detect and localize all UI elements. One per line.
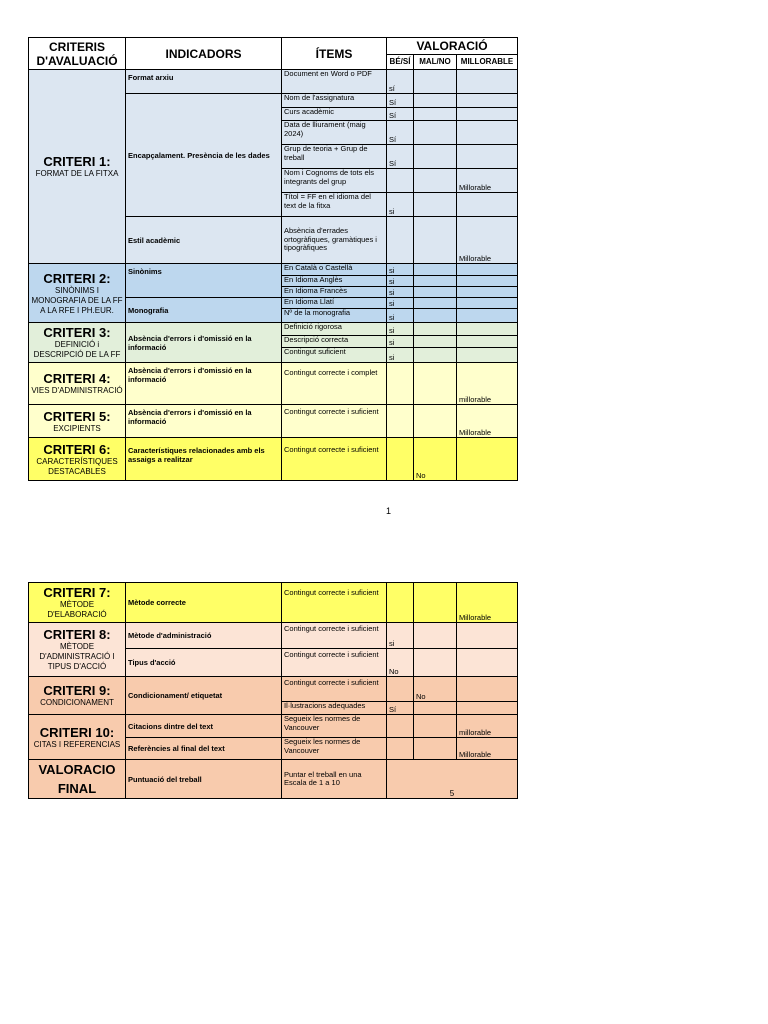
criteri-8-title: CRITERI 8: (43, 627, 111, 642)
be-cell (387, 715, 414, 738)
millorable-cell (457, 264, 518, 276)
mal-cell (414, 715, 457, 738)
indicator-referencies: Referències al final del text (126, 738, 282, 760)
mal-cell (414, 323, 457, 336)
be-cell: sí (387, 70, 414, 94)
criteri-10-cell (29, 715, 126, 760)
be-cell: No (387, 649, 414, 677)
criteri-8-cell (29, 623, 126, 677)
indicator-encapcalament: Encapçalament. Presència de les dades (126, 94, 282, 217)
header-items: ÍTEMS (282, 38, 387, 70)
criteri-7-subtitle: MÈTODE D'ELABORACIÓ (47, 600, 107, 619)
mal-cell (414, 702, 457, 715)
final-score-value: 5 (387, 760, 518, 799)
millorable-cell (457, 348, 518, 363)
item-cell: Grup de teoria + Grup de treball (282, 145, 387, 169)
mal-cell (414, 336, 457, 348)
item-cell: Contingut correcte i suficient (282, 649, 387, 677)
item-cell: Curs acadèmic (282, 108, 387, 121)
indicator-monografia: Monografia (126, 298, 282, 323)
criteri-3-cell (29, 323, 126, 363)
millorable-cell (457, 70, 518, 94)
be-cell: si (387, 264, 414, 276)
indicator-metode-administracio: Mètode d'administració (126, 623, 282, 649)
be-cell (387, 363, 414, 405)
indicator-tipus-accio: Tipus d'acció (126, 649, 282, 677)
millorable-cell: millorable (457, 363, 518, 405)
indicator-condicionament: Condicionament/ etiquetat (126, 677, 282, 715)
item-cell: Contingut correcte i suficient (282, 405, 387, 438)
millorable-cell (457, 336, 518, 348)
page-number: 1 (386, 506, 392, 516)
criteri-9-title: CRITERI 9: (43, 683, 111, 698)
millorable-cell: Millorable (457, 405, 518, 438)
millorable-cell (457, 193, 518, 217)
be-cell: si (387, 193, 414, 217)
millorable-cell: millorable (457, 715, 518, 738)
mal-cell: No (414, 438, 457, 481)
item-cell: Nº de la monografia (282, 309, 387, 323)
mal-cell (414, 738, 457, 760)
mal-cell (414, 649, 457, 677)
mal-cell (414, 298, 457, 309)
item-cell: En Idioma Llatí (282, 298, 387, 309)
criteri-6-cell (29, 438, 126, 481)
be-cell (387, 217, 414, 264)
millorable-cell (457, 94, 518, 108)
criteri-2-cell (29, 264, 126, 323)
be-cell (387, 583, 414, 623)
item-cell: En Idioma Anglès (282, 276, 387, 287)
header-criteris: CRITERIS D'AVALUACIÓ (29, 38, 126, 70)
item-cell: Contingut correcte i suficient (282, 623, 387, 649)
be-cell: si (387, 323, 414, 336)
mal-cell (414, 363, 457, 405)
header-mal: MAL/NO (414, 55, 457, 70)
millorable-cell (457, 677, 518, 702)
criteri-9-subtitle: CONDICIONAMENT (40, 698, 114, 707)
millorable-cell (457, 623, 518, 649)
millorable-cell (457, 108, 518, 121)
mal-cell (414, 94, 457, 108)
criteri-10-title: CRITERI 10: (39, 724, 115, 740)
item-cell: Data de lliurament (maig 2024) (282, 121, 387, 145)
mal-cell (414, 121, 457, 145)
indicator-absencia-errors: Absència d'errors i d'omissió en la informació (126, 405, 282, 438)
mal-cell (414, 217, 457, 264)
be-cell: si (387, 348, 414, 363)
be-cell: Sí (387, 145, 414, 169)
indicator-caracteristiques: Característiques relacionades amb els assaigs a realitzar (126, 438, 282, 481)
millorable-cell (457, 287, 518, 298)
be-cell: Sí (387, 702, 414, 715)
criteri-1-title: CRITERI 1: (43, 154, 111, 169)
indicator-puntuacio: Puntuació del treball (126, 760, 282, 799)
criteri-1-cell (29, 70, 126, 264)
item-cell: Puntar el treball en una Escala de 1 a 10 (282, 760, 387, 799)
indicator-metode-correcte: Mètode correcte (126, 583, 282, 623)
be-cell: si (387, 298, 414, 309)
mal-cell (414, 309, 457, 323)
item-cell: Il·lustracions adequades (282, 702, 387, 715)
item-cell: Títol = FF en el idioma del text de la fitxa (282, 193, 387, 217)
be-cell: si (387, 276, 414, 287)
mal-cell (414, 169, 457, 193)
criteri-5-subtitle: EXCIPIENTS (53, 423, 101, 433)
millorable-cell: Millorable (457, 583, 518, 623)
valoracio-final-cell (29, 760, 126, 799)
criteri-8-subtitle: MÈTODE D'ADMINISTRACIÓ I TIPUS D'ACCIÓ (39, 642, 115, 671)
criteri-7-cell (29, 583, 126, 623)
indicator-estil-academic: Estil acadèmic (126, 217, 282, 264)
indicator-citacions: Citacions dintre del text (126, 715, 282, 738)
item-cell: Definició rigorosa (282, 323, 387, 336)
millorable-cell: Millorable (457, 169, 518, 193)
item-cell: Contingut correcte i suficient (282, 438, 387, 481)
criteri-3-title: CRITERI 3: (43, 325, 111, 340)
mal-cell (414, 405, 457, 438)
indicator-absencia-errors: Absència d'errors i d'omissió en la informació (126, 363, 282, 405)
criteri-4-title: CRITERI 4: (43, 371, 111, 386)
mal-cell (414, 348, 457, 363)
item-cell: En Català o Castellà (282, 264, 387, 276)
millorable-cell (457, 121, 518, 145)
mal-cell (414, 193, 457, 217)
criteri-6-subtitle: CARACTERÍSTIQUES DESTACABLES (36, 456, 118, 476)
item-cell: Contingut correcte i complet (282, 363, 387, 405)
mal-cell (414, 276, 457, 287)
be-cell (387, 738, 414, 760)
criteri-5-cell (29, 405, 126, 438)
indicator-format-arxiu: Format arxiu (126, 70, 282, 94)
be-cell: si (387, 309, 414, 323)
be-cell: Sí (387, 94, 414, 108)
criteri-9-cell (29, 677, 126, 715)
millorable-cell (457, 276, 518, 287)
millorable-cell (457, 702, 518, 715)
item-cell: Contingut suficient (282, 348, 387, 363)
be-cell (387, 677, 414, 702)
item-cell: En Idioma Francès (282, 287, 387, 298)
millorable-cell (457, 309, 518, 323)
item-cell: Descripció correcta (282, 336, 387, 348)
rubric-table-page-1 (28, 37, 518, 481)
mal-cell (414, 583, 457, 623)
be-cell: si (387, 287, 414, 298)
mal-cell (414, 623, 457, 649)
indicator-absencia-errors: Absència d'errors i d'omissió en la informació (126, 323, 282, 363)
be-cell (387, 405, 414, 438)
mal-cell (414, 70, 457, 94)
criteri-10-subtitle: CITAS I REFERENCIAS (33, 739, 121, 749)
item-cell: Nom de l'assignatura (282, 94, 387, 108)
be-cell: si (387, 336, 414, 348)
be-cell (387, 169, 414, 193)
item-cell: Segueix les normes de Vancouver (282, 715, 387, 738)
valoracio-final-title: VALORACIO FINAL (38, 762, 116, 796)
item-cell: Absència d'errades ortogràfiques, gramàtiques i tipogràfiques (282, 217, 387, 264)
be-cell: Sí (387, 121, 414, 145)
millorable-cell (457, 145, 518, 169)
be-cell: Sí (387, 108, 414, 121)
indicator-sinonims: Sinònims (126, 264, 282, 298)
millorable-cell: Millorable (457, 738, 518, 760)
criteri-4-subtitle: VIES D'ADMINISTRACIÓ (31, 386, 123, 395)
header-millorable: MILLORABLE (457, 55, 518, 70)
header-be: BÉ/SÍ (387, 55, 414, 70)
millorable-cell (457, 298, 518, 309)
item-cell: Segueix les normes de Vancouver (282, 738, 387, 760)
mal-cell (414, 264, 457, 276)
criteri-1-subtitle: FORMAT DE LA FITXA (35, 169, 119, 178)
criteri-4-cell (29, 363, 126, 405)
criteri-7-title: CRITERI 7: (43, 585, 111, 600)
rubric-table-page-2 (28, 582, 518, 799)
item-cell: Contingut correcte i suficient (282, 677, 387, 702)
millorable-cell (457, 438, 518, 481)
millorable-cell (457, 649, 518, 677)
criteri-3-subtitle: DEFINICIÓ i DESCRIPCIÓ DE LA FF (33, 340, 121, 359)
item-cell: Document en Word o PDF (282, 70, 387, 94)
item-cell: Nom i Cognoms de tots els integrants del grup (282, 169, 387, 193)
criteri-6-title: CRITERI 6: (43, 441, 111, 457)
item-cell: Contingut correcte i suficient (282, 583, 387, 623)
mal-cell (414, 287, 457, 298)
criteri-2-title: CRITERI 2: (43, 270, 111, 286)
criteri-2-subtitle: SINÒNIMS I MONOGRAFIA DE LA FF A LA RFE I PH.EUR. (31, 285, 123, 315)
millorable-cell: Millorable (457, 217, 518, 264)
mal-cell (414, 145, 457, 169)
be-cell: si (387, 623, 414, 649)
mal-cell: No (414, 677, 457, 702)
header-indicadors: INDICADORS (126, 38, 282, 70)
header-valoracio: VALORACIÓ (387, 38, 518, 55)
be-cell (387, 438, 414, 481)
criteri-5-title: CRITERI 5: (43, 408, 111, 424)
millorable-cell (457, 323, 518, 336)
mal-cell (414, 108, 457, 121)
